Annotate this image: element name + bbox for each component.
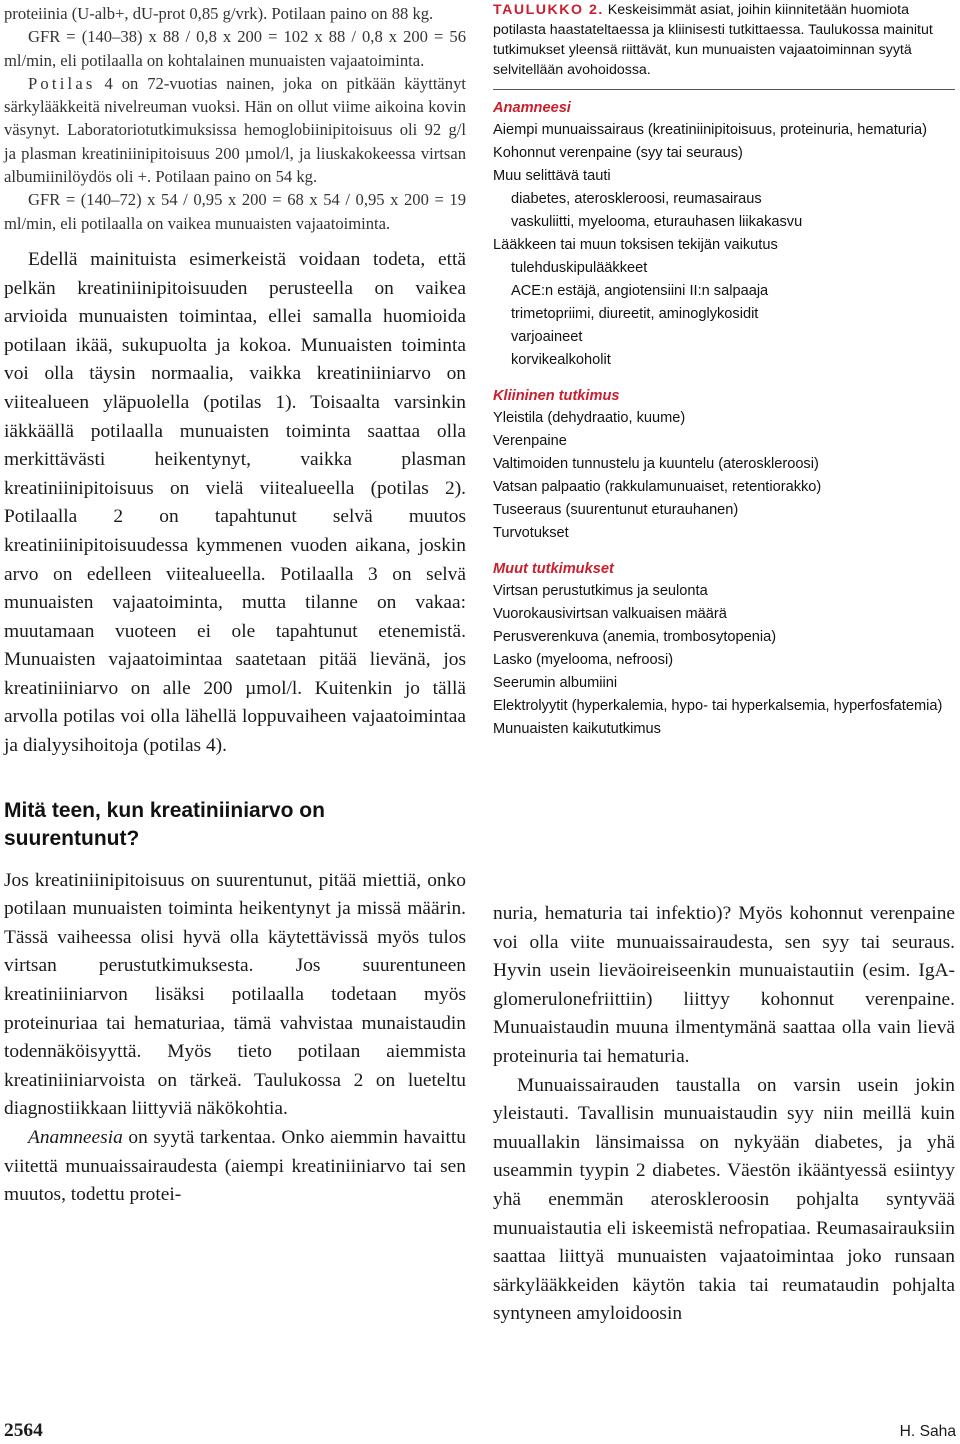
table-item: Lääkkeen tai muun toksisen tekijän vaikutus: [493, 237, 778, 253]
table-caption: [493, 0, 955, 80]
table-item: Aiempi munuaissairaus (kreatiniinipitoisuus, proteinuria, hematuria): [493, 122, 927, 138]
table-item: Kohonnut verenpaine (syy tai seuraus): [493, 145, 743, 161]
table-item: Muu selittävä tauti: [493, 168, 611, 184]
author-name: H. Saha: [899, 1423, 956, 1440]
table-item: Turvotukset: [493, 525, 569, 541]
table-item: Vatsan palpaatio (rakkulamunuaiset, retentiorakko): [493, 479, 822, 495]
section-heading: Mitä teen, kun kreatiniiniarvo on suurentunut?: [4, 798, 325, 850]
paragraph-gfr-2: GFR = (140–72) x 54 / 0,95 x 200 = 68 x 54 / 0,95 x 200 = 19 ml/min, eli potilaalla on vaikea munuaisten vajaatoiminta.: [4, 190, 466, 233]
paragraph-patient-4: [4, 72, 466, 188]
table-item: Elektrolyytit (hyperkalemia, hypo- tai hyperkalsemia, hyperfosfatemia): [493, 698, 943, 714]
table-item: Yleistila (dehydraatio, kuume): [493, 410, 686, 426]
table-item: Virtsan perustutkimus ja seulonta: [493, 583, 708, 599]
anamnesis-emphasis: Anamneesia: [28, 1127, 123, 1148]
paragraph-continuation: proteiinia (U-alb+, dU-prot 0,85 g/vrk). Potilaan paino on 88 kg.: [4, 4, 434, 23]
table-item: Verenpaine: [493, 433, 567, 449]
table-item: tulehduskipulääkkeet: [511, 260, 648, 276]
table-item: trimetopriimi, diureetit, aminoglykosidit: [511, 306, 759, 322]
right-text-block: [493, 900, 955, 1329]
patient-4-text: 4 on 72-vuotias nainen, joka on pitkään käyttänyt särkylääkkeitä nivelreuman vuoksi. Hän on ollut viime aikoina kovin väsynyt. Laboratoriotutkimuksissa hemoglobiinipitoisuus oli 92 g/l ja plasman kreatiniinipitoisuus 200 µmol/l, ja liuskakokeessa virtsan albumiinilöydös oli +. Potilaan paino on 54 kg.: [4, 73, 466, 187]
table-item: Vuorokausivirtsan valkuaisen määrä: [493, 606, 727, 622]
table-rule: [493, 89, 955, 90]
table-item: Seerumin albumiini: [493, 675, 618, 691]
paragraph-heading-1: Jos kreatiniinipitoisuus on suurentunut, pitää miettiä, onko potilaan munuaisten toiminta heikentynyt ja missä määrin. Tässä vaiheessa olisi hyvä olla käytettävissä myös tulos virtsan perustutkimuksesta. Jos suurentuneen kreatiniiniarvon lisäksi potilaalla todetaan myös proteinuriaa tai hematuriaa, tämä vahvistaa munaistaudin todennäköisyyttä. Myös tieto potilaan aiemmista kreatiniiniarvoista on tärkeä. Taulukossa 2 on lueteltu diagnostiikkaan liittyviä näkökohtia.: [4, 869, 466, 1120]
table-item: Perusverenkuva (anemia, trombosytopenia): [493, 629, 777, 645]
table-item: korvikealkoholit: [511, 352, 611, 368]
paragraph-heading-2-text: on syytä tarkentaa. Onko aiemmin havaittu viitettä munuaissairaudesta (aiempi kreatiniiniarvo tai sen muutos, todettu protei-: [4, 1127, 466, 1206]
table-item: vaskuliitti, myelooma, eturauhasen liikakasvu: [511, 214, 803, 230]
table-item: Valtimoiden tunnustelu ja kuuntelu (ateroskleroosi): [493, 456, 819, 472]
table-item: Tuseeraus (suurentunut eturauhanen): [493, 502, 739, 518]
table-2: [493, 0, 955, 741]
table-caption-text: Keskeisimmät asiat, joihin kiinnitetään huomiota potilasta haastateltaessa ja kliinisesti tutkittaessa. Taulukossa mainitut tutkimukset yleensä riittävät, kun munuaisten vajaatoiminnan syytä selvitellään avohoidossa.: [493, 2, 933, 78]
table-sections: [493, 98, 955, 741]
table-item: varjoaineet: [511, 329, 583, 345]
left-column: [4, 2, 466, 1210]
patient-label: Potilas: [28, 73, 96, 93]
paragraph-heading-2: [4, 1124, 466, 1210]
paragraph-right-1: nuria, hematuria tai infektio)? Myös kohonnut verenpaine voi olla viite munuaissairaudesta, sen syy tai seuraus. Hyvin usein lieväoireiseenkin munuaistautiin (esim. IgA-glomerulonefriittiin) liittyy kohonnut verenpaine. Munuaistaudin muuna ilmentymänä saattaa olla vain lievä proteinuria tai hematuria.: [493, 903, 955, 1067]
table-section-title: Anamneesi: [493, 100, 571, 116]
table-item: ACE:n estäjä, angiotensiini II:n salpaaja: [511, 283, 769, 299]
table-label: TAULUKKO 2.: [493, 2, 604, 18]
table-section-title: Muut tutkimukset: [493, 561, 614, 577]
right-column: [493, 0, 955, 1325]
table-item: diabetes, ateroskleroosi, reumasairaus: [511, 191, 762, 207]
paragraph-gfr-1: GFR = (140–38) x 88 / 0,8 x 200 = 102 x 88 / 0,8 x 200 = 56 ml/min, eli potilaalla on kohtalainen munuaisten vajaatoiminta.: [4, 27, 466, 70]
table-item: Lasko (myelooma, nefroosi): [493, 652, 674, 668]
table-section-title: Kliininen tutkimus: [493, 388, 620, 404]
paragraph-right-2: Munuaissairauden taustalla on varsin usein jokin yleistauti. Tavallisin munuaistaudin syy niin meillä kuin muuallakin länsimaissa on nykyään diabetes, ja yhä useammin tyypin 2 diabetes. Väestön ikääntyessä esiintyy yhä enemmän ateroskleroosin pohjalta syntyvää munuaistautia eli iskeemistä nefropatiaa. Reumasairauksiin saattaa liittyä munuaisten vajaatoimintaa joko runsaan särkylääkkeiden käytön takia tai reumataudin pohjalta syntyneen amyloidoosin: [493, 1074, 955, 1325]
table-item: Munuaisten kaikututkimus: [493, 721, 661, 737]
page-number: 2564: [4, 1420, 43, 1441]
paragraph-main: Edellä mainituista esimerkeistä voidaan todeta, että pelkän kreatiniinipitoisuuden perusteella on vaikea arvioida munuaisten toimintaa, ellei samalla huomioida potilaan ikää, sukupuolta ja kokoa. Munuaisten toiminta voi olla täysin normaalia, vaikka kreatiniiniarvo on viitealueen yläpuolella (potilas 1). Toisaalta varsinkin iäkkäällä potilaalla munuaisten toiminta saattaa olla merkittävästi heikentynyt, vaikka plasman kreatiniinipitoisuus on vielä viitealueella (potilas 2). Potilaalla 2 on tapahtunut selvä muutos kreatiniinipitoisuudessa kymmenen vuoden aikana, joskin arvo on edelleen viitealueella. Potilaalla 3 on selvä munuaisten vajaatoiminta, mutta tilanne on vakaa: muutamaan vuoteen ei ole tapahtunut etenemistä. Munuaisten vajaatoimintaa saatetaan pitää lievänä, jos kreatiniiniarvo on alle 200 µmol/l. Kuitenkin jo tällä arvolla potilas voi olla lähellä loppuvaiheen vajaatoimintaa ja dialyysihoitoja (potilas 4).: [4, 248, 466, 757]
